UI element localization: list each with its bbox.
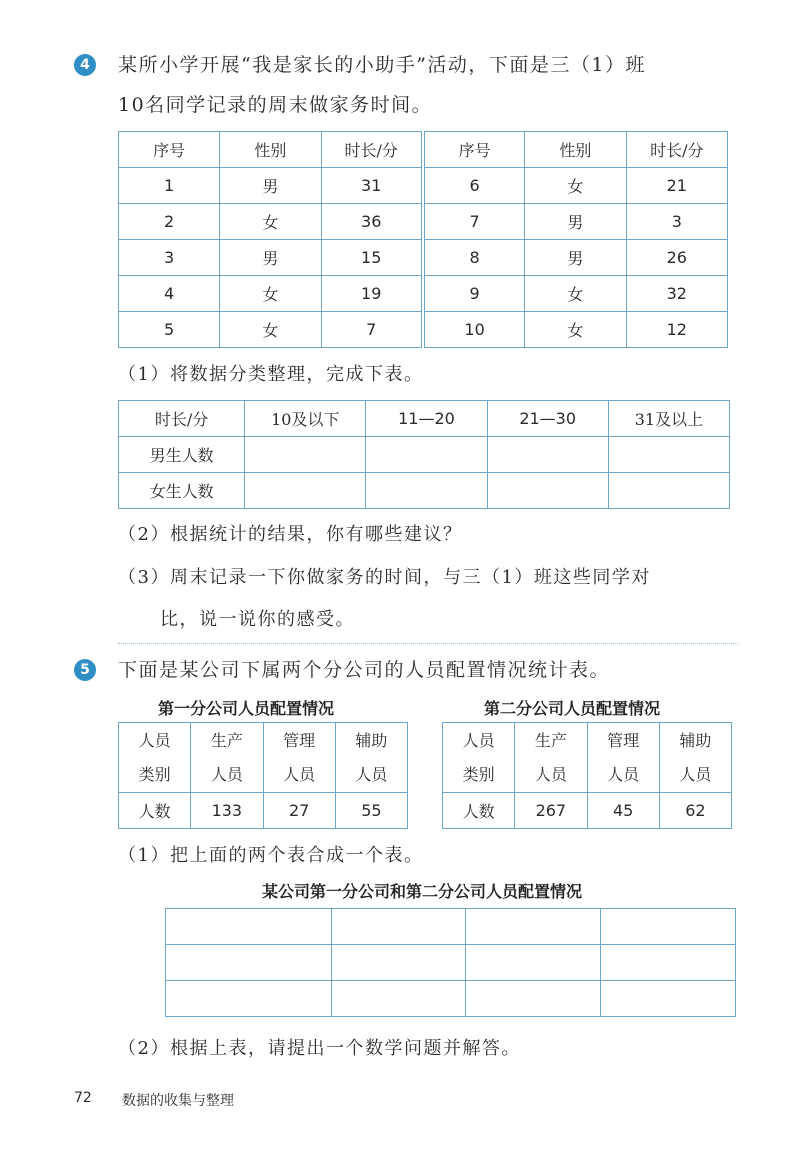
record-cell: 女 [220,204,321,240]
company1-value: 27 [263,793,335,829]
records-header: 时长/分 [321,132,423,168]
record-cell: 女 [525,168,626,204]
question-4-badge: 4 [74,54,96,76]
answer-cell[interactable] [166,981,332,1017]
records-header-row [119,132,728,168]
page-number: 72 [74,1090,92,1106]
header-line: 管理 [283,730,316,750]
question-5-badge: 5 [74,659,96,681]
company1-table [118,722,408,829]
record-cell: 2 [119,204,220,240]
answer-cell[interactable] [466,909,601,945]
answer-cell[interactable] [601,945,736,981]
company2-value: 267 [515,793,587,829]
header-line: 人员 [210,764,243,784]
record-cell: 男 [525,204,626,240]
record-cell: 19 [321,276,423,312]
company2-row-label: 人数 [443,793,515,829]
classify-table [118,400,730,509]
merge-row [166,909,736,945]
header-line: 人员 [462,730,495,750]
question-5-sub1: （1）把上面的两个表合成一个表。 [118,845,424,866]
answer-cell[interactable] [331,909,466,945]
company2-table [442,722,732,829]
section-divider [118,643,738,644]
table1-title: 第一分公司人员配置情况 [158,701,335,718]
record-cell: 1 [119,168,220,204]
classify-header: 11—20 [366,401,487,437]
classify-header: 时长/分 [119,401,245,437]
classify-row [119,473,730,509]
record-cell: 7 [321,312,423,348]
question-5-sub2: （2）根据上表，请提出一个数学问题并解答。 [118,1038,521,1059]
record-cell: 36 [321,204,423,240]
company2-header [659,723,731,793]
company1-header [119,723,191,793]
company1-row-label: 人数 [119,793,191,829]
answer-cell[interactable] [466,945,601,981]
record-cell: 32 [626,276,727,312]
header-line: 人员 [138,730,171,750]
record-cell: 男 [220,168,321,204]
record-cell: 6 [423,168,525,204]
header-line: 生产 [534,730,567,750]
header-line: 生产 [210,730,243,750]
record-cell: 男 [525,240,626,276]
header-line: 人员 [679,764,712,784]
record-cell: 10 [423,312,525,348]
question-4-line2: 10名同学记录的周末做家务时间。 [118,94,433,116]
company2-value-row [443,793,732,829]
record-cell: 女 [525,312,626,348]
classify-header: 31及以上 [608,401,729,437]
record-cell: 31 [321,168,423,204]
answer-cell[interactable] [487,473,608,509]
classify-row [119,437,730,473]
header-line: 管理 [607,730,640,750]
company1-header [335,723,407,793]
answer-cell[interactable] [601,981,736,1017]
answer-cell[interactable] [166,945,332,981]
question-4-line1: 某所小学开展“我是家长的小助手”活动，下面是三（1）班 [118,54,647,76]
record-cell: 4 [119,276,220,312]
records-row [119,276,728,312]
record-cell: 15 [321,240,423,276]
header-line: 人员 [607,764,640,784]
merge-table-title: 某公司第一分公司和第二分公司人员配置情况 [262,884,583,901]
answer-cell[interactable] [245,473,366,509]
records-row [119,168,728,204]
record-cell: 3 [626,204,727,240]
company2-header-row [443,723,732,793]
question-4-sub2: （2）根据统计的结果，你有哪些建议？ [118,524,463,545]
record-cell: 女 [220,312,321,348]
classify-row-label: 女生人数 [119,473,245,509]
answer-cell[interactable] [331,981,466,1017]
classify-row-label: 男生人数 [119,437,245,473]
classify-header: 10及以下 [245,401,366,437]
header-line: 人员 [534,764,567,784]
record-cell: 7 [423,204,525,240]
record-cell: 男 [220,240,321,276]
answer-cell[interactable] [487,437,608,473]
merge-row [166,945,736,981]
header-line: 辅助 [679,730,712,750]
record-cell: 12 [626,312,727,348]
table2-title: 第二分公司人员配置情况 [484,701,661,718]
merge-table [165,908,736,1017]
section-name: 数据的收集与整理 [122,1093,234,1109]
records-table [118,131,728,348]
company2-header [515,723,587,793]
header-line: 类别 [462,764,495,784]
records-header: 序号 [119,132,220,168]
company2-value: 62 [659,793,731,829]
answer-cell[interactable] [366,473,487,509]
answer-cell[interactable] [608,437,729,473]
classify-header-row [119,401,730,437]
company1-value: 55 [335,793,407,829]
company1-header-row [119,723,408,793]
records-header: 时长/分 [626,132,727,168]
merge-row [166,981,736,1017]
records-row [119,312,728,348]
header-line: 人员 [283,764,316,784]
record-cell: 5 [119,312,220,348]
record-cell: 女 [525,276,626,312]
records-header: 性别 [525,132,626,168]
record-cell: 3 [119,240,220,276]
records-header: 性别 [220,132,321,168]
company2-header [587,723,659,793]
company1-value: 133 [191,793,263,829]
question-4-sub3-line1: （3）周末记录一下你做家务的时间，与三（1）班这些同学对 [118,567,651,588]
records-row [119,204,728,240]
answer-cell[interactable] [601,909,736,945]
question-4-sub3-line2: 比，说一说你的感受。 [160,609,355,630]
question-5-line1: 下面是某公司下属两个分公司的人员配置情况统计表。 [118,659,611,681]
records-row [119,240,728,276]
answer-cell[interactable] [366,437,487,473]
company2-value: 45 [587,793,659,829]
answer-cell[interactable] [245,437,366,473]
company2-header [443,723,515,793]
record-cell: 21 [626,168,727,204]
classify-header: 21—30 [487,401,608,437]
company1-header [263,723,335,793]
answer-cell[interactable] [331,945,466,981]
header-line: 类别 [138,764,171,784]
question-4-sub1: （1）将数据分类整理，完成下表。 [118,364,424,385]
record-cell: 9 [423,276,525,312]
header-line: 人员 [355,764,388,784]
record-cell: 女 [220,276,321,312]
answer-cell[interactable] [466,981,601,1017]
record-cell: 26 [626,240,727,276]
header-line: 辅助 [355,730,388,750]
company1-header [191,723,263,793]
record-cell: 8 [423,240,525,276]
records-header: 序号 [423,132,525,168]
answer-cell[interactable] [608,473,729,509]
answer-cell[interactable] [166,909,332,945]
company1-value-row [119,793,408,829]
